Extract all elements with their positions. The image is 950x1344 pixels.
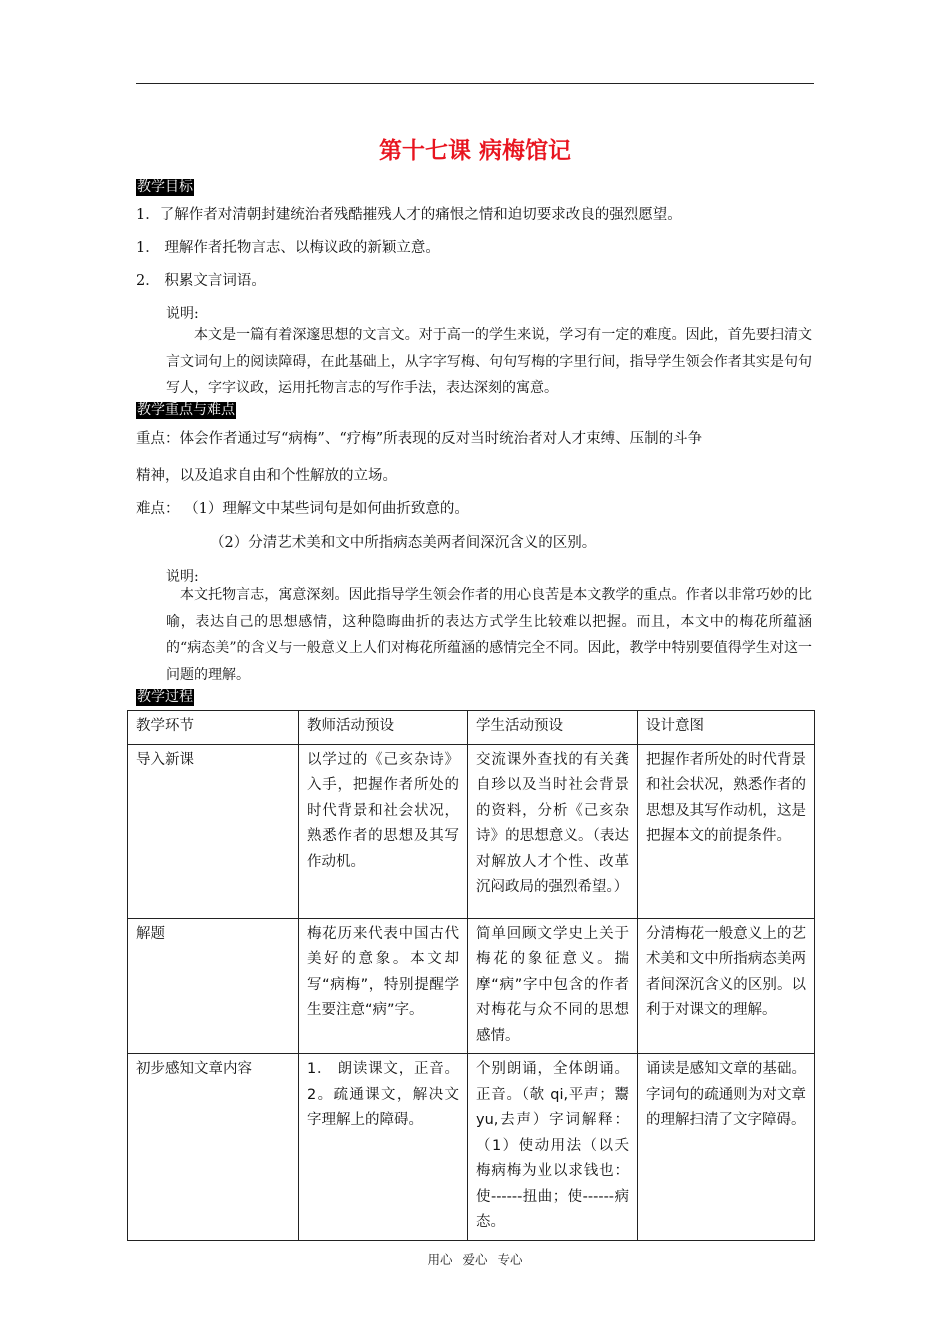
table-header-cell: 设计意图 xyxy=(638,711,815,745)
table-cell: 解题 xyxy=(128,918,299,1054)
table-row xyxy=(128,918,815,1054)
table-cell: 1． 朗读课文，正音。2。疏通课文，解决文字理解上的障碍。 xyxy=(299,1054,468,1241)
table-header-cell: 学生活动预设 xyxy=(468,711,638,745)
page-title: 第十七课 病梅馆记 xyxy=(378,138,571,164)
objective-item-3: 2． 积累文言词语。 xyxy=(136,273,266,289)
note-label-1: 说明: xyxy=(166,306,199,322)
note-paragraph-1: 本文是一篇有着深邃思想的文言文。对于高一的学生来说，学习有一定的难度。因此，首先要扫清文言文词句上的阅读障碍，在此基础上，从字字写梅、句句写梅的字里行间，指导学生领会作者其实是句句写人，字字议政，运用托物言志的写作手法，表达深刻的寓意。 xyxy=(166,327,812,396)
table-row xyxy=(128,744,815,918)
table-row xyxy=(128,1054,815,1241)
key-point-line-2: 精神，以及追求自由和个性解放的立场。 xyxy=(136,468,397,484)
table-cell: 诵读是感知文章的基础。字词句的疏通则为对文章的理解扫清了文字障碍。 xyxy=(638,1054,815,1241)
note-label-2: 说明: xyxy=(166,569,199,585)
teaching-process-table xyxy=(127,710,815,1241)
table-header-cell: 教学环节 xyxy=(128,711,299,745)
note-paragraph-2: 本文托物言志，寓意深刻。因此指导学生领会作者的用心良苦是本文教学的重点。作者以非常巧妙的比喻，表达自己的思想感情，这种隐晦曲折的表达方式学生比较难以把握。而且，本文中的梅花所蕴涵的“病态美”的含义与一般意义上人们对梅花所蕴涵的感情完全不同。因此，教学中特别要值得学生对这一问题的理解。 xyxy=(166,587,812,683)
difficulty-item-2: （2）分清艺术美和文中所指病态美两者间深沉含义的区别。 xyxy=(210,535,597,551)
objective-item-2: 1． 理解作者托物言志、以梅议政的新颖立意。 xyxy=(136,240,440,256)
table-cell: 个别朗诵，全体朗诵。正音。（欹 qi,平声；鬻 yu,去声）字词解释：（1）使动用法（以夭梅病梅为业以求钱也：使------扭曲；使------病态。 xyxy=(468,1054,638,1241)
section-heading-objectives: 教学目标 xyxy=(137,179,193,195)
table-cell: 导入新课 xyxy=(128,744,299,918)
table-cell: 以学过的《己亥杂诗》入手，把握作者所处的时代背景和社会状况，熟悉作者的思想及其写作动机。 xyxy=(299,744,468,918)
table-cell: 把握作者所处的时代背景和社会状况，熟悉作者的思想及其写作动机，这是把握本文的前提条件。 xyxy=(638,744,815,918)
table-header-cell: 教师活动预设 xyxy=(299,711,468,745)
page-footer: 用心 爱心 专心 xyxy=(427,1252,523,1267)
header-rule xyxy=(136,83,814,84)
key-point-line-1: 重点：体会作者通过写“病梅”、“疗梅”所表现的反对当时统治者对人才束缚、压制的斗争 xyxy=(136,431,703,447)
table-cell: 梅花历来代表中国古代美好的意象。本文却写“病梅”，特别提醒学生要注意“病”字。 xyxy=(299,918,468,1054)
table-header-row xyxy=(128,711,815,745)
section-heading-process: 教学过程 xyxy=(137,689,193,705)
objective-item-1: 1．了解作者对清朝封建统治者残酷摧残人才的痛恨之情和迫切要求改良的强烈愿望。 xyxy=(136,207,682,223)
section-heading-focus: 教学重点与难点 xyxy=(137,402,235,418)
table-cell: 分清梅花一般意义上的艺术美和文中所指病态美两者间深沉含义的区别。以利于对课文的理解。 xyxy=(638,918,815,1054)
table-cell: 简单回顾文学史上关于梅花的象征意义。揣摩“病”字中包含的作者对梅花与众不同的思想感情。 xyxy=(468,918,638,1054)
table-cell: 初步感知文章内容 xyxy=(128,1054,299,1241)
difficulty-item-1: 难点： （1）理解文中某些词句是如何曲折致意的。 xyxy=(136,501,469,517)
table-cell: 交流课外查找的有关龚自珍以及当时社会背景的资料，分析《己亥杂诗》的思想意义。（表达对解放人才个性、改革沉闷政局的强烈希望。） xyxy=(468,744,638,918)
